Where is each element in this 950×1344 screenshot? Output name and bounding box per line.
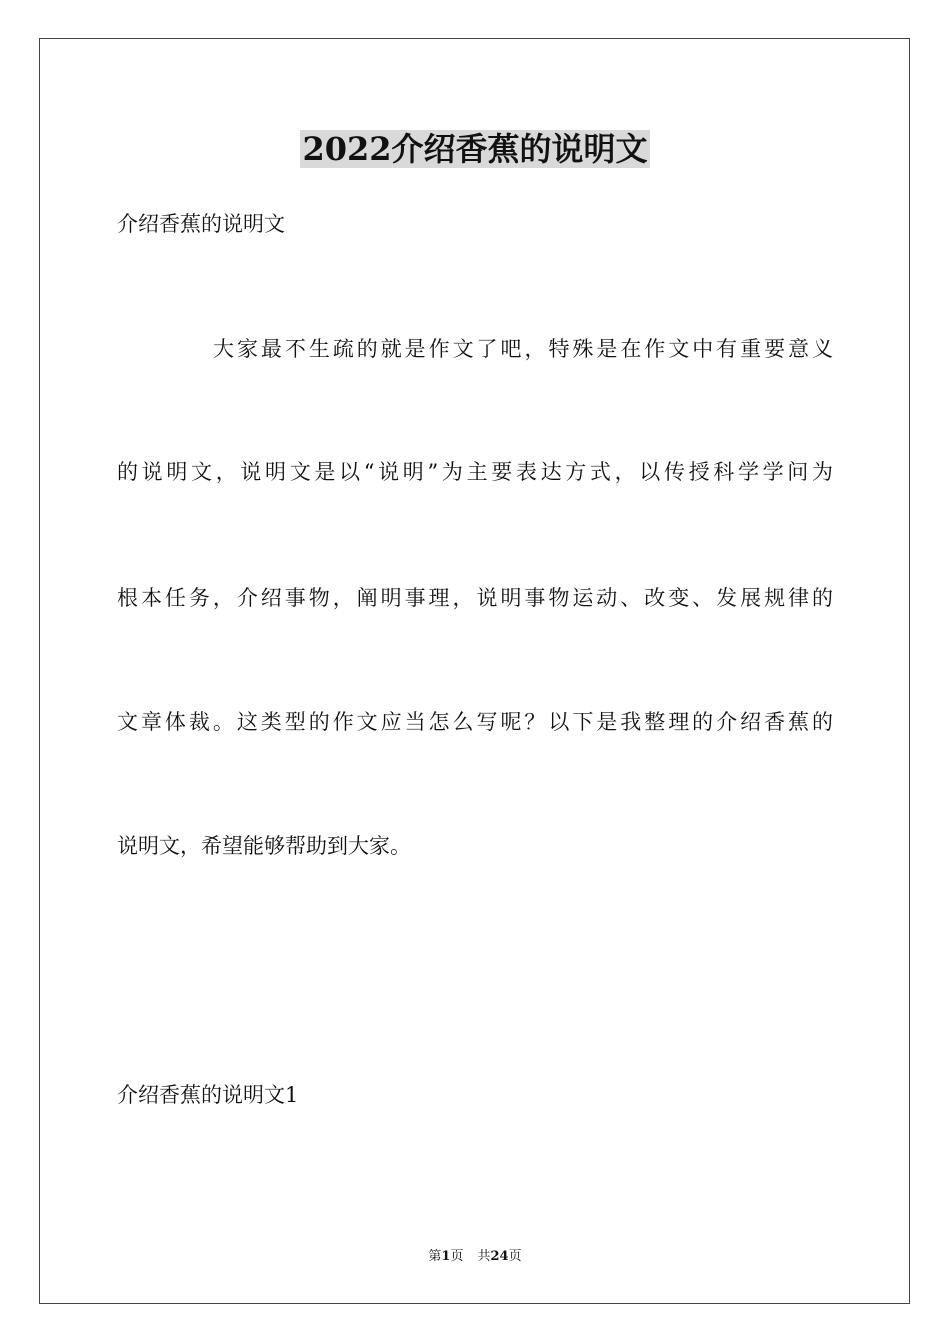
section-heading-1: 介绍香蕉的说明文1 [117, 1083, 299, 1107]
document-title-text: 2022介绍香蕉的说明文 [302, 130, 648, 168]
document-title [0, 128, 950, 170]
footer-total-pages: 24 [490, 1249, 509, 1264]
footer-total-prefix: 共 [477, 1249, 491, 1264]
paragraph-line: 大家最不生疏的就是作文了吧，特殊是在作文中有重要意义 [213, 337, 833, 361]
section-heading-main: 介绍香蕉的说明文 [117, 212, 285, 236]
paragraph-line: 的说明文，说明文是以“说明”为主要表达方式，以传授科学学问为 [117, 460, 833, 484]
footer-page-prefix: 第 [428, 1249, 442, 1264]
footer-page-number: 1 [441, 1249, 451, 1264]
footer-page-suffix: 页 [450, 1249, 464, 1264]
page-footer [0, 1248, 950, 1266]
paragraph-line: 根本任务，介绍事物，阐明事理，说明事物运动、改变、发展规律的 [117, 586, 833, 610]
paragraph-line: 文章体裁。这类型的作文应当怎么写呢？以下是我整理的介绍香蕉的 [117, 710, 833, 734]
paragraph-line: 说明文，希望能够帮助到大家。 [117, 834, 411, 858]
footer-total-suffix: 页 [508, 1249, 522, 1264]
